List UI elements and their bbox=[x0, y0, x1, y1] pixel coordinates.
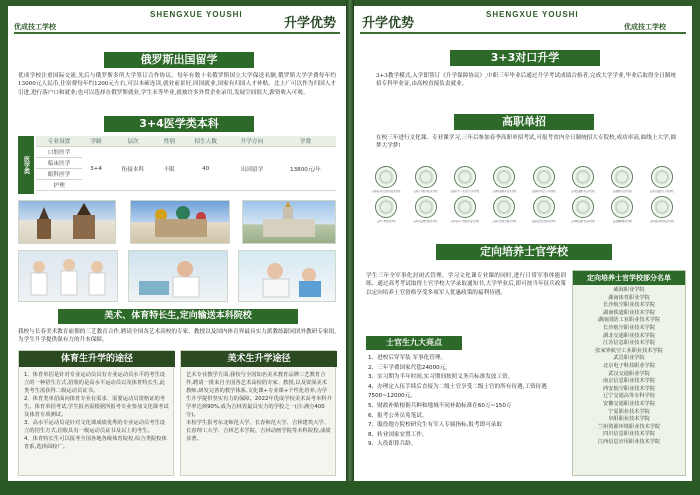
col-header: 性别 bbox=[156, 136, 183, 147]
major-cell: 临床医学 bbox=[36, 158, 82, 169]
school-list-item: 湖南国防工业职业技术学院 bbox=[597, 317, 661, 324]
highlight-item: 9、入役即算兵龄。 bbox=[368, 441, 417, 448]
school-list-item: 四川信息职业技术学院 bbox=[603, 431, 655, 438]
col-header: 专业设置 bbox=[36, 136, 82, 147]
school-list-item: 长沙航空职业技术学院 bbox=[603, 302, 655, 309]
college-logo: 吉林工业职业技术学院 bbox=[407, 166, 443, 193]
xuezhi-cell: 3+4 bbox=[82, 147, 110, 191]
section-title: 升学优势 bbox=[284, 15, 337, 30]
medical-title: 3+4医学类本科 bbox=[104, 116, 254, 132]
highlight-item: 5、财政补贴根据兵种和地域不同补助标准在60万~150万 bbox=[368, 402, 512, 409]
college-logo: 吉林电子信息职业技术学院 bbox=[368, 166, 404, 193]
bottom-bar bbox=[0, 481, 700, 495]
highlight-item: 4、办理定入伍手续后直接为二级士官享受二级士官的所有待遇,工资待遇7500~12000元。 bbox=[368, 383, 547, 400]
xingbie-cell: 不限 bbox=[156, 147, 183, 191]
school-list-item: 阜阳职业技术学院 bbox=[608, 416, 650, 423]
renshu-cell: 40 bbox=[183, 147, 229, 191]
school-list-item: 宁夏职业技术学院 bbox=[608, 408, 650, 415]
college-logo: 长春金融高等专科学校 bbox=[644, 166, 680, 193]
medical-table bbox=[36, 136, 336, 191]
arts-body: 艺术专业教学方面,我校与全国知名美术教育品牌三艺教育合作,聘请一批来自全国各艺术高校的专家、教授,以及资深美术教师,研发完善的教学体系,文化课+专业课+个性化培养,为学生升学提供坚实有力的保障。2022年优成学校美术高考本科升学率达到90%,成为吉林省最具实力的学校之一(注:满分400分)。 本校学生报考东北师范大学、长春师范大学、吉林建筑大学、长春理工大学、吉林艺术学院、吉林动画学院等本科院校,成绩显著。 bbox=[186, 372, 332, 442]
highlight-item: 3、实习期为半年时间,实习期间按照义务兵标准发放工资。 bbox=[368, 374, 514, 381]
college-logo: 长春汽车工业高等专科学校 bbox=[447, 166, 483, 193]
school-name: 优成技工学校 bbox=[624, 24, 666, 31]
school-list-item: 北京电子科技职业学院 bbox=[603, 362, 655, 369]
right-header bbox=[354, 8, 692, 30]
college-logo: 吉林铁道职业技术学院 bbox=[486, 166, 522, 193]
school-list-item: 南京信息职业技术学院 bbox=[603, 378, 655, 385]
medical-students-photo bbox=[18, 250, 118, 302]
school-list-item: 辽宁交通高等专科学校 bbox=[603, 393, 655, 400]
school-list-item: 安徽交通职业技术学院 bbox=[603, 400, 655, 407]
school-list-item: 湖北交通职业技术学院 bbox=[603, 332, 655, 339]
header-rule bbox=[360, 32, 686, 34]
college-logo: 吉林水利电力职业学院 bbox=[486, 196, 522, 223]
school-list-item: 江西信息应用职业技术学院 bbox=[597, 438, 661, 445]
lab-photo bbox=[128, 250, 228, 302]
center-gutter bbox=[346, 0, 354, 495]
highlight-item: 6、报考公务员免笔试。 bbox=[368, 412, 428, 419]
school-list-item: 武汉交通职业学院 bbox=[608, 370, 650, 377]
college-logo: 吉林工程职业学院 bbox=[368, 196, 404, 223]
highlight-item: 8、转业国家安置工作。 bbox=[368, 431, 428, 438]
left-header bbox=[8, 8, 346, 30]
col-header: 招生人数 bbox=[183, 136, 229, 147]
military-body: 学生三年全军事化封闭式管理、学习文化课专业课的同时,进行日常军事体能训练、通过高考考试取得士官学校大学录取通知书,大学毕业后,即可按当年征兵政策以定向培养士官资格享受多项军人优惠政策的福利待遇。 bbox=[366, 273, 566, 296]
college-logo: 长春职业技术学院 bbox=[604, 166, 640, 193]
school-list-item: 张家界航空工业职业技术学院 bbox=[595, 347, 663, 354]
school-list-item: 湖南铁道职业技术学院 bbox=[603, 309, 655, 316]
college-logo-grid bbox=[368, 166, 680, 223]
college-logo: 长春医学高等专科学校 bbox=[526, 166, 562, 193]
col-header: 升学方向 bbox=[229, 136, 275, 147]
dental-photo bbox=[238, 250, 336, 302]
military-school-list bbox=[572, 270, 686, 476]
major-cell: 口腔医学 bbox=[36, 147, 82, 158]
college-logo: 吉林城市职业技术学院 bbox=[644, 196, 680, 223]
fangxiang-cell: 出国留学 bbox=[229, 147, 275, 191]
header-rule bbox=[14, 32, 340, 34]
arts-title: 美术生升学途径 bbox=[181, 351, 337, 367]
school-list-item: 长沙航空职业技术学院 bbox=[603, 324, 655, 331]
highlights-list bbox=[368, 354, 568, 450]
major-cell: 眼科医学 bbox=[36, 169, 82, 180]
highlight-item: 2、三年学费国家代偿24000元。 bbox=[368, 364, 451, 371]
russia-title: 俄罗斯出国留学 bbox=[104, 52, 254, 68]
sports-body: 1、体育单招是针对专业运动员具有专业运动员水平的考生设立的一种招生方式,招收的是高水平运动员以及体育特长生,此类考生需获得二级运动员证书。 2、体育类单招面向体育专业有需求、需要运动员资格证的考生。体育单招考试,学生报名需根据所报考专业参加文化课考试及体育专项测试。 3、高水平运动员是针对文化课成绩优秀的专业运动员考生设立的招生方式,招收具有一级运动员证书及以上的考生。 4、体育特长生可以报考全国各地各级体育院校,综合类院校体育系,选择面较广。 bbox=[24, 372, 169, 450]
school-list-item: 兰州资源环境职业技术学院 bbox=[597, 423, 661, 430]
school-list-item: 西安航空职业技术学院 bbox=[603, 385, 655, 392]
russia-body: 优成学校注重国际交流,先后与俄罗斯多所大学签订合作协议。每年有数十名俄罗斯国立大学保送名额,俄罗斯大学学费每年约13000元人民币,住宿费每年约1200元左右,可以本硕连读,就业前景好,回国就业,国家有归国人才补贴。北上广可以作为归国人才引进,进行落户口和就业;也可以选择在俄罗斯就业,学生未等毕业,就被许多外贸企业录用,发展空间很大,薪资收入可观。 bbox=[18, 73, 336, 96]
cengci-cell: 衔接本科 bbox=[110, 147, 156, 191]
col-header: 学制 bbox=[82, 136, 110, 147]
military-title: 定向培养士官学校 bbox=[436, 244, 612, 260]
medical-side-label: 医学类 bbox=[18, 136, 34, 194]
art-sports-banner: 美术、体育特长生,定向输送本科院校 bbox=[58, 309, 298, 324]
college-logo: 长春健康职业学院 bbox=[604, 196, 640, 223]
university-photo bbox=[242, 200, 336, 244]
left-page bbox=[8, 6, 346, 484]
duikou-body: 3+3教学模式,入学即签订《升学保障协议》,中职三年毕业后通过升学考试成绩合格者,完成大学学业,毕业后取得全日制统招专科毕业证,由高校直接负责就业。 bbox=[376, 73, 676, 88]
duikou-title: 3+3对口升学 bbox=[450, 50, 600, 66]
sports-title: 体育生升学的途径 bbox=[19, 351, 175, 367]
brand-pinyin: SHENGXUE YOUSHI bbox=[486, 10, 579, 19]
arts-box bbox=[180, 350, 336, 476]
gaozhi-title: 高职单招 bbox=[454, 114, 594, 130]
brand-pinyin: SHENGXUE YOUSHI bbox=[150, 10, 243, 19]
highlight-item: 7、服役地方院校研究生有军人专属指标,报考即可录取 bbox=[368, 422, 502, 429]
col-header: 层次 bbox=[110, 136, 156, 147]
college-logo: 吉林科技职业技术学院 bbox=[565, 196, 601, 223]
highlights-title: 士官生九大亮点 bbox=[366, 336, 462, 350]
school-list-item: 湖南体育职业学院 bbox=[608, 294, 650, 301]
school-list-title: 定向培养士官学校部分名单 bbox=[573, 271, 685, 285]
gaozhi-body: 在校三年进行文化课、专业课学习,三年后参加春季高职单招考试,可报考省内全日制统招大专院校,成功率高,曲线上大学,圆梦大学梦! bbox=[376, 135, 676, 150]
college-logo: 吉林交通职业技术学院 bbox=[565, 166, 601, 193]
school-name: 优成技工学校 bbox=[14, 24, 56, 31]
kremlin-photo bbox=[130, 200, 230, 244]
xuefei-cell: 13800元/年 bbox=[275, 147, 336, 191]
sports-box bbox=[18, 350, 174, 476]
college-logo: 吉林农业工程职业技术学院 bbox=[447, 196, 483, 223]
college-logo: 吉林司法警官职业学院 bbox=[407, 196, 443, 223]
school-list-item: 武昌职业学院 bbox=[613, 355, 645, 362]
right-page bbox=[354, 6, 692, 484]
college-logo: 长春信息技术职业学院 bbox=[526, 196, 562, 223]
school-list-item: 威海职业学院 bbox=[613, 287, 645, 293]
major-cell: 护理 bbox=[36, 180, 82, 191]
section-title: 升学优势 bbox=[362, 15, 415, 30]
school-list-item: 江苏信息职业技术学院 bbox=[603, 340, 655, 347]
highlight-item: 1、进校后穿军装 军事化管理。 bbox=[368, 355, 447, 361]
col-header: 学费 bbox=[275, 136, 336, 147]
russia-church-photo bbox=[18, 200, 116, 244]
art-sports-intro: 我校与长春美术教育雇佣的三艺教育合作,聘请全国各艺术高校的专家、教授以及国内体育界最具实力派教练跟同团外教研专家组,为学生升学提供强有力的升本保障。 bbox=[18, 329, 336, 344]
